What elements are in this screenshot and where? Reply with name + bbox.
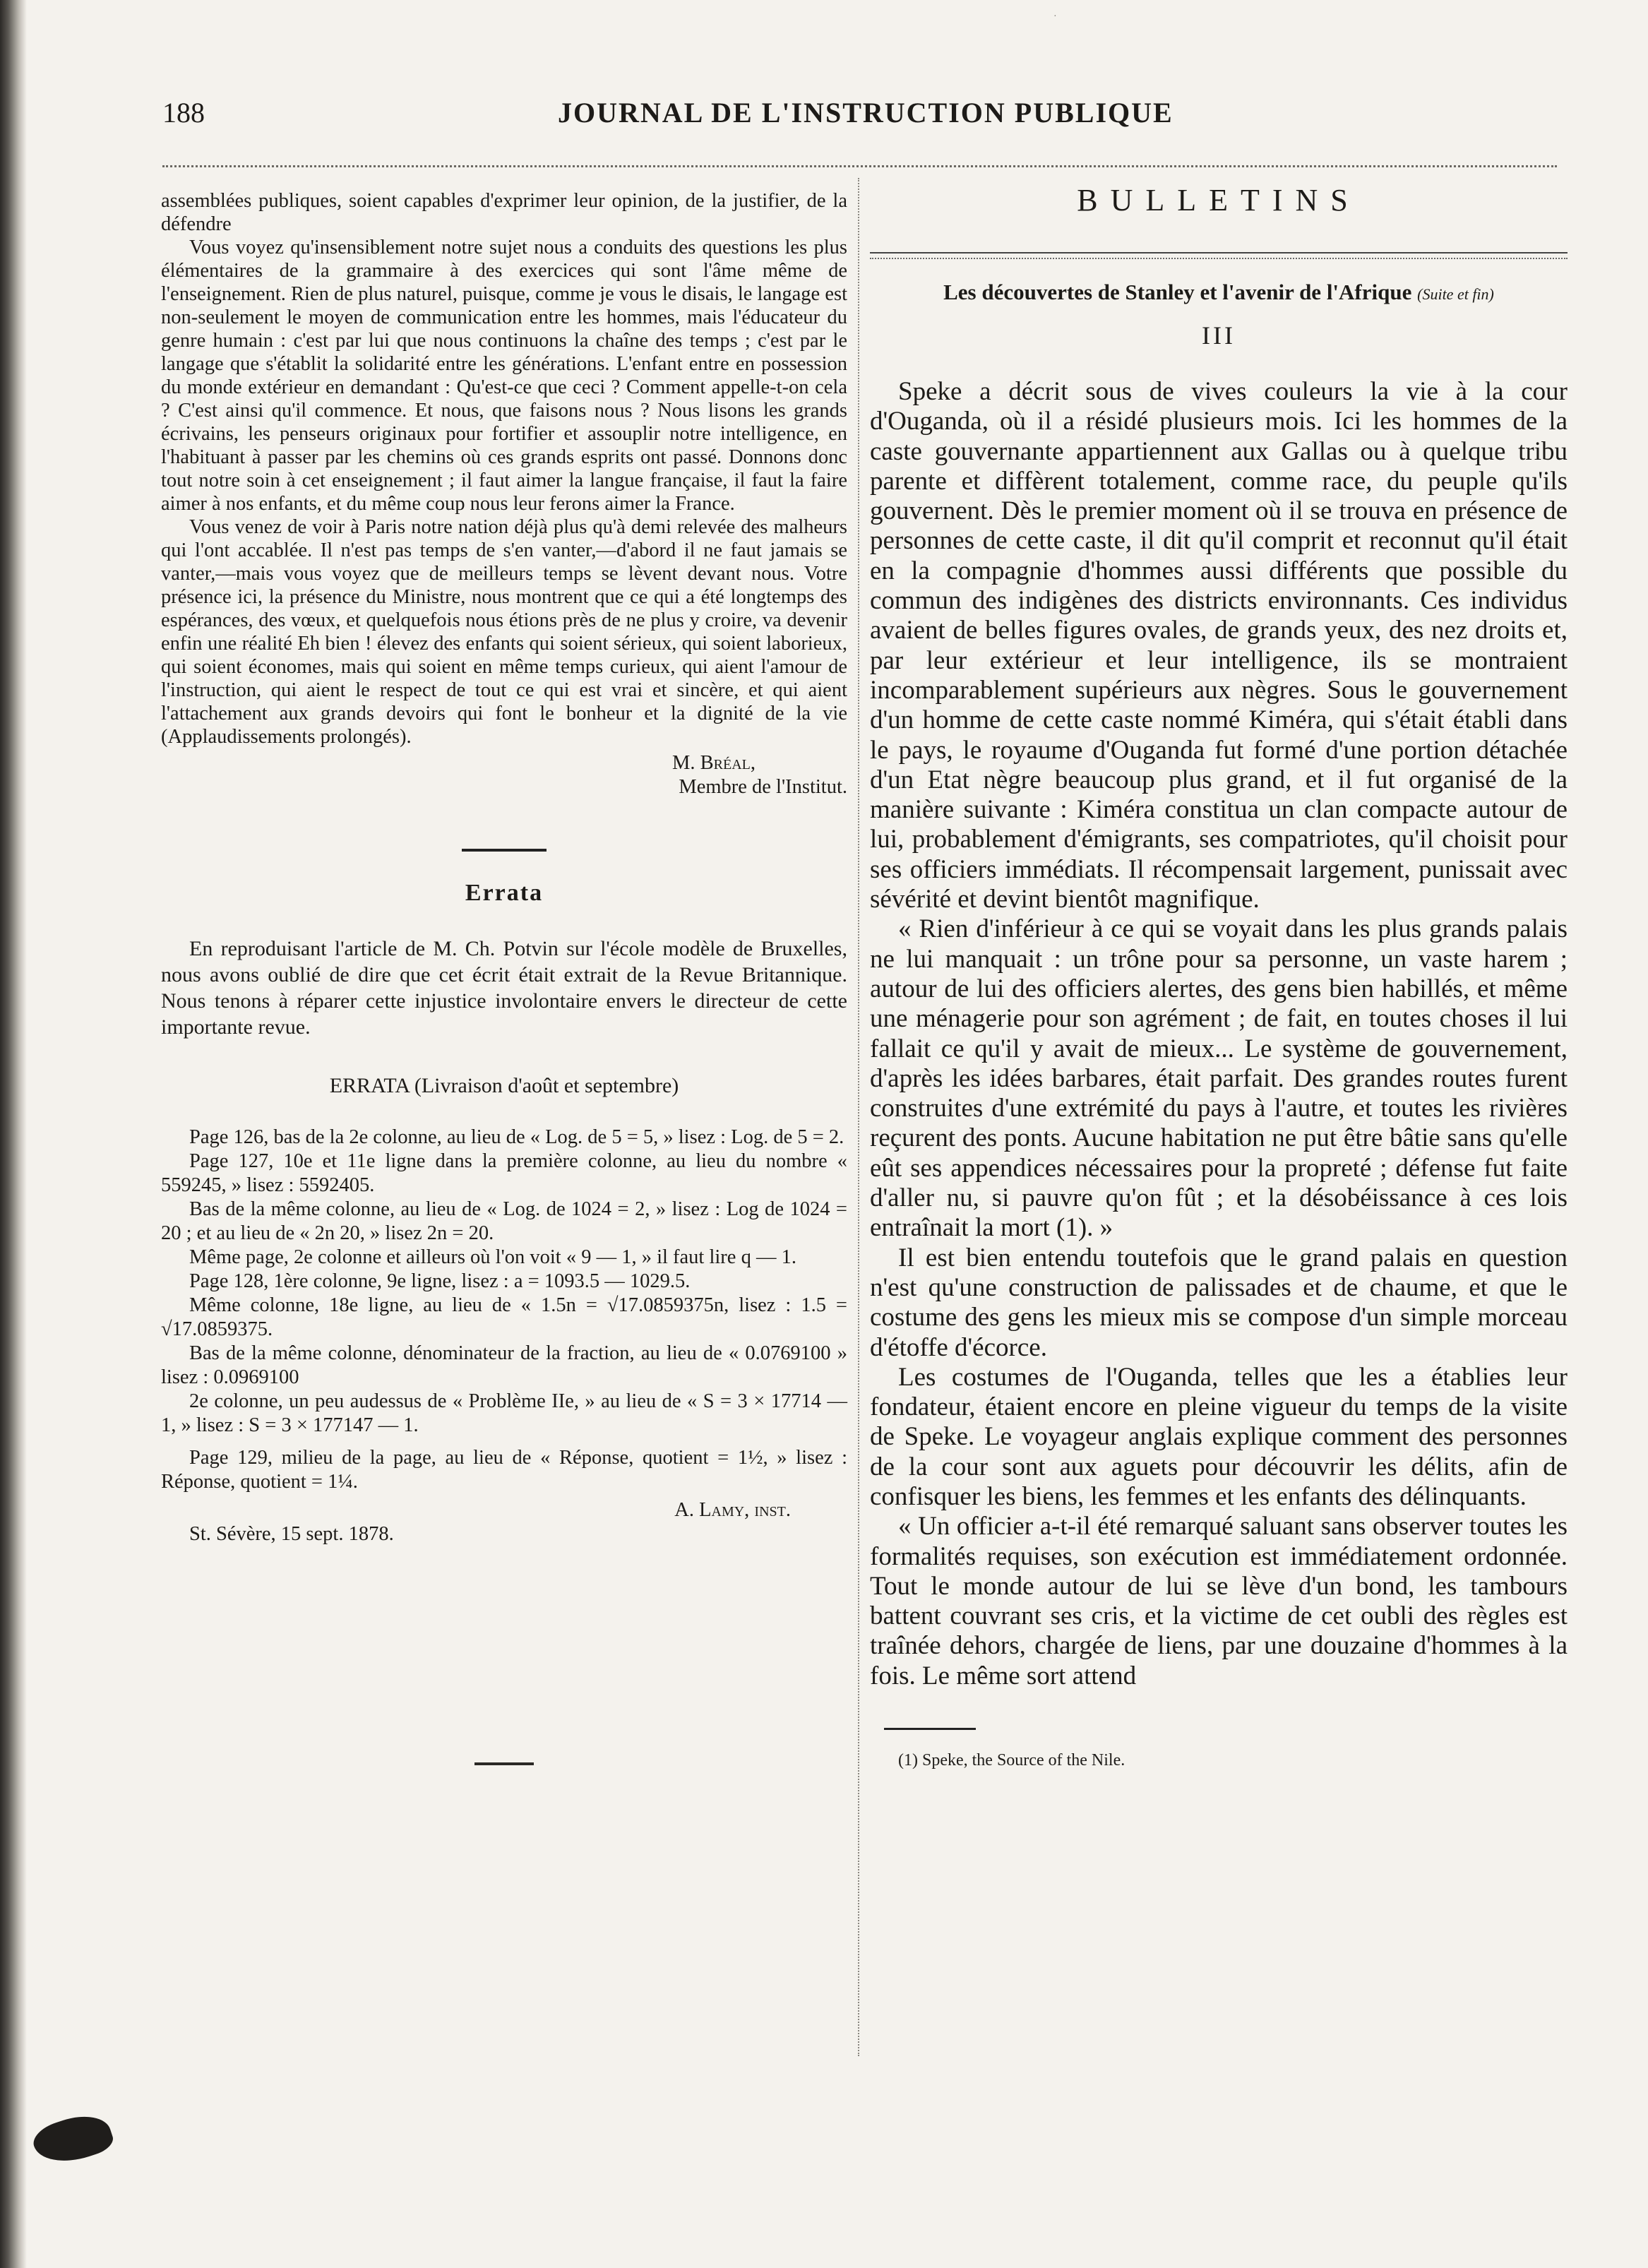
- erratum-item: Même colonne, 18e ligne, au lieu de « 1.5n = √17.0859375n, lisez : 1.5 = √17.0859375.: [161, 1294, 847, 1340]
- column-divider: [858, 178, 859, 2056]
- footnote: (1) Speke, the Source of the Nile.: [898, 1751, 1125, 1770]
- errata-place-date: St. Sévère, 15 sept. 1878.: [189, 1523, 394, 1545]
- library-stamp: [29, 2107, 116, 2171]
- erratum-item: 2e colonne, un peu audessus de « Problème IIe, » au lieu de « S = 3 × 17714 — 1, » lisez : S = 3 × 177147 — 1.: [161, 1390, 847, 1436]
- errata-intro: En reproduisant l'article de M. Ch. Potvin sur l'école modèle de Bruxelles, nous avons oublié de dire que cet écrit était extrait de la Revue Britannique. Nous tenons à réparer cette injustice involontaire envers le directeur de cette importante revue.: [161, 937, 847, 1039]
- section-title: BULLETINS: [1077, 183, 1361, 217]
- end-rule: [474, 1762, 534, 1765]
- part-number: III: [1202, 321, 1236, 350]
- section-rule: [462, 849, 547, 852]
- page-binding-edge: [0, 0, 27, 2268]
- article-title: [870, 279, 1568, 308]
- speech-paragraph: assemblées publiques, soient capables d'exprimer leur opinion, de la justifier, de la défendre: [161, 190, 847, 235]
- page-header: [162, 90, 1546, 140]
- erratum-item: Bas de la même colonne, au lieu de « Log. de 1024 = 2, » lisez : Log de 1024 = 20 ; et au lieu de « 2n 20, » lisez 2n = 20.: [161, 1198, 847, 1244]
- running-title: JOURNAL DE L'INSTRUCTION PUBLIQUE: [558, 97, 1174, 129]
- header-rule: [162, 165, 1557, 167]
- right-column: [870, 182, 1568, 1770]
- top-margin-mark: ·: [1053, 11, 1057, 22]
- erratum-item: Bas de la même colonne, dénominateur de la fraction, au lieu de « 0.0769100 » lisez : 0.0969100: [161, 1342, 847, 1388]
- erratum-item: Page 129, milieu de la page, au lieu de « Réponse, quotient = 1½, » lisez : Réponse, quotient = 1¼.: [161, 1447, 847, 1493]
- errata-author: A. Lamy, inst.: [674, 1499, 791, 1521]
- speech-signature: [161, 751, 847, 799]
- errata-signoff: [161, 1498, 847, 1546]
- article-paragraph: « Un officier a-t-il été remarqué saluant sans observer toutes les formalités requises, son exécution est immédiatement ordonnée. Tout le monde autour de lui se lève d'un bond, les tambours battent couvrant ses cris, et la victime de cet oubli des règles est traînée dehors, chargée de liens, par une douzaine d'hommes à la fois. Le même sort attend: [870, 1512, 1568, 1690]
- page-number: 188: [162, 97, 205, 129]
- signature-title: Membre de l'Institut.: [679, 776, 847, 798]
- article-title-text: Les découvertes de Stanley et l'avenir de l'Afrique: [943, 280, 1412, 304]
- footnote-rule: [884, 1728, 976, 1730]
- erratum-item: Même page, 2e colonne et ailleurs où l'on voit « 9 — 1, » il faut lire q — 1.: [189, 1246, 796, 1268]
- speech-paragraph: Vous voyez qu'insensiblement notre sujet nous a conduits des questions les plus élémentaires de la grammaire à des exercices qui sont l'âme même de l'enseignement. Rien de plus naturel, puisque, comme je vous le disais, le langage est non-seulement le moyen de communication entre les hommes, mais l'éducateur du genre humain : c'est par lui que nous continuons la chaîne des temps ; c'est par le langage que s'établit la solidarité entre les générations. L'enfant entre en possession du monde extérieur en demandant : Qu'est-ce que ceci ? Comment appelle-t-on cela ? C'est ainsi qu'il commence. Et nous, que faisons nous ? Nous lisons les grands écrivains, les penseurs originaux pour fortifier et assouplir notre intelligence, en l'habituant à passer par les chemins où ces grands esprits ont passé. Donnons donc tout notre soin à cet enseignement ; il faut aimer la langue française, il faut la faire aimer à nos enfants, et du même coup nous leur ferons aimer la France.: [161, 237, 847, 515]
- erratum-item: Page 128, 1ère colonne, 9e ligne, lisez : a = 1093.5 — 1029.5.: [189, 1270, 691, 1292]
- article-suite: (Suite et fin): [1417, 285, 1494, 303]
- erratum-item: Page 127, 10e et 11e ligne dans la première colonne, au lieu du nombre « 559245, » lisez : 5592405.: [161, 1150, 847, 1196]
- section-rule: [870, 252, 1568, 259]
- article-paragraph: « Rien d'inférieur à ce qui se voyait dans les plus grands palais ne lui manquait : un trône pour sa personne, un vaste harem ; autour de lui des officiers alertes, des gens bien habillés, et même une ménagerie pour son agrément ; de fait, en toutes choses il lui fallait ce qu'il y avait de mieux... Le système de gouvernement, d'après les idées barbares, était parfait. Des grandes routes furent construites d'une extrémité du pays à l'autre, et toutes les rivières reçurent des ponts. Aucune habitation ne put être bâtie sans qu'elle eût ses appendices nécessaires pour la propreté ; défense fut faite d'aller nu, si pauvre qu'on fût ; et la désobéissance à ces lois entraînait la mort (1). »: [870, 914, 1568, 1243]
- article-paragraph: Les costumes de l'Ouganda, telles que les a établies leur fondateur, étaient encore en pleine vigueur du temps de la visite de Speke. Le voyageur anglais explique comment des personnes de la cour sont aux aguets pour découvrir les délits, afin de confisquer les biens, les femmes et les enfants des délinquants.: [870, 1362, 1568, 1511]
- left-column: [161, 189, 847, 1546]
- signature-name: M. Bréal,: [672, 752, 756, 774]
- errata-title: Errata: [465, 880, 544, 906]
- article-paragraph: Speke a décrit sous de vives couleurs la vie à la cour d'Ouganda, où il a résidé plusieurs mois. Ici les hommes de la caste gouvernante appartiennent aux Gallas ou à quelque tribu parente et diffèrent totalement, comme race, du peuple qu'ils gouvernent. Dès le premier moment où il se trouva en présence de personnes de cette caste, il dit qu'il comprit et reconnut qu'il était en la compagnie d'hommes aussi différents que possible du commun des indigènes des districts environnants. Ces individus avaient de belles figures ovales, de grands yeux, des nez droits et, par leur extérieur et leur intelligence, ils se montraient incomparablement supérieurs aux nègres. Sous le gouvernement d'un homme de cette caste nommé Kiméra, qui s'était établi dans le pays, le royaume d'Ouganda fut formé d'une portion détachée d'un Etat nègre beaucoup plus grand, et il fut organisé de la manière suivante : Kiméra constitua un clan compacte autour de lui, probablement d'émigrants, ses compatriotes, qu'il choisit pour ses officiers immédiats. Il récompensait largement, punissait avec sévérité et devint bientôt magnifique.: [870, 377, 1568, 914]
- errata-subtitle: ERRATA (Livraison d'août et septembre): [329, 1074, 679, 1097]
- speech-paragraph: Vous venez de voir à Paris notre nation déjà plus qu'à demi relevée des malheurs qui l'ont accablée. Il n'est pas temps de s'en vanter,—d'abord il ne faut jamais se vanter,—mais vous voyez que de meilleurs temps se lèvent devant nous. Votre présence ici, la présence du Ministre, nous montrent que ce qui a été longtemps des espérances, des vœux, et quelquefois nous étions près de ne plus y croire, va devenir enfin une réalité Eh bien ! élevez des enfants qui soient sérieux, qui soient laborieux, qui soient économes, mais qui soient en même temps curieux, qui aient l'amour de l'instruction, qui aient le respect de tout ce qui est vrai et sincère, et qui aient l'attachement aux grands devoirs qui font le bonheur et la dignité de la vie (Applaudissements prolongés).: [161, 516, 847, 748]
- article-paragraph: Il est bien entendu toutefois que le grand palais en question n'est qu'une construction de palissades et de chaume, et que le costume des gens les mieux mis se compose d'un simple morceau d'étoffe d'écorce.: [870, 1243, 1568, 1362]
- erratum-item: Page 126, bas de la 2e colonne, au lieu de « Log. de 5 = 5, » lisez : Log. de 5 = 2.: [189, 1126, 844, 1148]
